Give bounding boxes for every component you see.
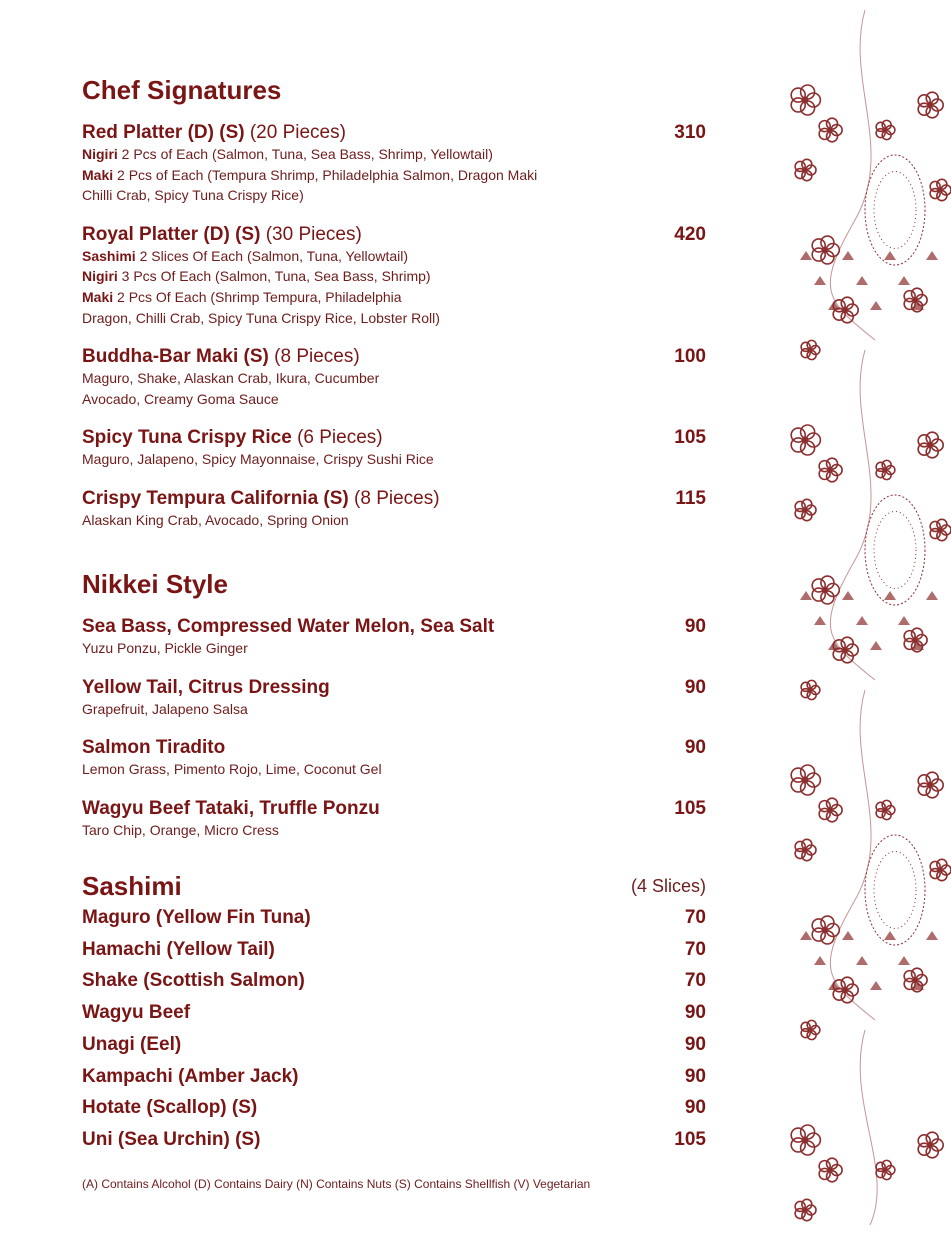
menu-item <box>82 737 706 780</box>
item-price: 420 <box>674 223 706 245</box>
item-title <box>82 224 362 246</box>
item-description-line <box>82 368 706 389</box>
menu-item <box>82 427 706 470</box>
item-price: 70 <box>684 970 706 992</box>
item-price: 90 <box>684 1097 706 1119</box>
description-label: Nigiri <box>82 268 118 285</box>
section-chef-signatures <box>82 75 706 549</box>
item-price: 105 <box>674 427 706 449</box>
description-text: 3 Pcs Of Each (Salmon, Tuna, Sea Bass, Shrimp) <box>117 268 431 285</box>
floral-lace-decoration <box>785 0 951 1242</box>
item-price: 90 <box>684 1002 706 1024</box>
item-price: 70 <box>684 938 706 960</box>
item-header <box>82 427 706 449</box>
section-title: Chef Signatures <box>82 75 282 105</box>
menu-item <box>82 677 706 720</box>
vine-line <box>860 1030 877 1225</box>
description-text: Lemon Grass, Pimento Rojo, Lime, Coconut Gel <box>82 761 382 778</box>
flower-icon <box>819 118 842 142</box>
item-header <box>82 737 706 759</box>
item-name: Maguro (Yellow Fin Tuna) <box>82 907 311 928</box>
description-text: 2 Pcs Of Each (Shrimp Tempura, Philadelphia <box>113 288 402 305</box>
vine-line <box>830 10 875 340</box>
flower-icon <box>918 432 943 458</box>
item-name: Spicy Tuna Crispy Rice <box>82 427 292 449</box>
flower-icon <box>918 92 943 118</box>
item-title <box>82 616 494 638</box>
item-portion: (6 Pieces) <box>297 427 383 449</box>
item-price: 105 <box>674 1128 706 1150</box>
leaf-icon <box>814 616 826 625</box>
item-price: 90 <box>684 676 706 698</box>
flower-icon <box>791 425 820 455</box>
item-title <box>82 737 225 759</box>
sashimi-item <box>82 965 706 997</box>
leaf-icon <box>884 591 896 600</box>
menu-item <box>82 616 706 659</box>
description-text: Grapefruit, Jalapeno Salsa <box>82 700 248 717</box>
lace-motif <box>874 852 916 929</box>
leaf-icon <box>870 641 882 650</box>
flower-icon <box>795 839 816 860</box>
leaf-icon <box>884 931 896 940</box>
description-text: Yuzu Ponzu, Pickle Ginger <box>82 640 248 656</box>
description-text: Maguro, Shake, Alaskan Crab, Ikura, Cucumber <box>82 370 380 387</box>
menu-item <box>82 122 706 206</box>
item-description-line <box>82 144 706 165</box>
item-description-line <box>82 165 706 186</box>
vine-line <box>830 350 875 680</box>
item-title <box>82 488 440 510</box>
item-name: Hotate (Scallop) (S) <box>82 1097 258 1119</box>
description-label: Nigiri <box>82 146 118 162</box>
item-name: Hamachi (Yellow Tail) <box>82 938 275 960</box>
item-description-line <box>82 287 706 308</box>
item-name: Red Platter (D) (S) <box>82 122 245 143</box>
item-price: 310 <box>674 122 706 143</box>
leaf-icon <box>856 956 868 965</box>
flower-icon <box>930 519 951 540</box>
description-text: 2 Pcs of Each (Tempura Shrimp, Philadelphia Salmon, Dragon Maki <box>113 166 538 183</box>
item-name: Kampachi (Amber Jack) <box>82 1065 299 1087</box>
leaf-icon <box>800 251 812 260</box>
leaf-icon <box>926 931 938 940</box>
leaf-icon <box>898 276 910 285</box>
sashimi-item <box>82 1124 706 1156</box>
vine-line <box>830 690 875 1020</box>
item-portion: (8 Pieces) <box>354 487 440 509</box>
leaf-icon <box>842 931 854 940</box>
allergen-legend: (A) Contains Alcohol (D) Contains Dairy (N) Contains Nuts (S) Contains Shellfish (V) Vegetarian <box>82 1177 591 1191</box>
item-price: 115 <box>675 487 706 509</box>
item-header <box>82 224 706 246</box>
leaf-icon <box>842 591 854 600</box>
item-title <box>82 798 380 820</box>
description-text: 2 Slices Of Each (Salmon, Tuna, Yellowtail) <box>135 247 409 264</box>
item-description-line <box>82 699 706 720</box>
item-name: Buddha-Bar Maki (S) <box>82 346 269 368</box>
section-sashimi <box>82 871 706 1156</box>
item-price: 90 <box>684 737 706 759</box>
item-name: Royal Platter (D) (S) <box>82 223 261 245</box>
sashimi-item <box>82 1029 706 1061</box>
item-name: Sea Bass, Compressed Water Melon, Sea Salt <box>82 616 495 637</box>
item-description-line <box>82 638 706 659</box>
leaf-icon <box>926 251 938 260</box>
flower-icon <box>801 680 820 699</box>
item-title <box>82 677 330 699</box>
flower-icon <box>930 859 951 880</box>
flower-icon <box>876 1160 895 1179</box>
item-price: 90 <box>684 1033 706 1055</box>
item-description-line <box>82 266 706 287</box>
sashimi-item <box>82 934 706 966</box>
description-label: Maki <box>82 288 114 305</box>
item-name: Wagyu Beef Tataki, Truffle Ponzu <box>82 797 380 819</box>
section-title: Nikkei Style <box>82 569 228 599</box>
item-header <box>82 677 706 699</box>
flower-icon <box>795 499 816 520</box>
section-title <box>82 871 706 901</box>
item-description-line <box>82 449 706 470</box>
portion-note: (4 Slices) <box>630 876 706 896</box>
leaf-icon <box>800 931 812 940</box>
description-label: Maki <box>82 166 114 183</box>
item-description-line <box>82 185 706 206</box>
leaf-icon <box>800 591 812 600</box>
sashimi-item <box>82 1092 706 1124</box>
item-name: Uni (Sea Urchin) (S) <box>82 1128 261 1150</box>
flower-icon <box>819 458 842 482</box>
item-name: Crispy Tempura California (S) <box>82 487 349 509</box>
description-label: Sashimi <box>82 247 136 264</box>
description-text: Avocado, Creamy Goma Sauce <box>82 390 279 407</box>
item-header <box>82 122 706 144</box>
flower-icon <box>819 1158 842 1182</box>
item-portion: (20 Pieces) <box>249 122 346 143</box>
leaf-icon <box>856 276 868 285</box>
sashimi-item <box>82 902 706 934</box>
item-description-line <box>82 246 706 267</box>
item-name: Unagi (Eel) <box>82 1033 182 1055</box>
item-description-line <box>82 759 706 780</box>
sashimi-list <box>82 902 706 1156</box>
flower-icon <box>791 765 820 795</box>
flower-icon <box>795 1199 816 1220</box>
item-description-line <box>82 308 706 329</box>
item-price: 105 <box>674 797 706 819</box>
item-price: 70 <box>684 907 706 928</box>
leaf-icon <box>814 276 826 285</box>
flower-icon <box>918 772 943 798</box>
item-price: 90 <box>684 616 706 637</box>
description-text: Taro Chip, Orange, Micro Cress <box>82 821 279 838</box>
item-description-line <box>82 389 706 410</box>
item-price: 90 <box>684 1065 706 1087</box>
flower-icon <box>876 460 895 479</box>
item-price: 100 <box>674 346 706 368</box>
item-name: Wagyu Beef <box>82 1002 191 1024</box>
flower-icon <box>795 159 816 180</box>
item-description-line <box>82 510 706 531</box>
description-text: 2 Pcs of Each (Salmon, Tuna, Sea Bass, Shrimp, Yellowtail) <box>117 146 493 162</box>
sashimi-item <box>82 1061 706 1093</box>
menu-item <box>82 224 706 328</box>
leaf-icon <box>842 251 854 260</box>
item-name: Shake (Scottish Salmon) <box>82 970 305 992</box>
item-portion: (8 Pieces) <box>274 346 360 368</box>
leaf-icon <box>870 981 882 990</box>
item-title <box>82 346 360 368</box>
flower-icon <box>819 798 842 822</box>
leaf-icon <box>926 591 938 600</box>
item-name: Yellow Tail, Citrus Dressing <box>82 676 330 698</box>
item-description-line <box>82 820 706 841</box>
description-text: Dragon, Chilli Crab, Spicy Tuna Crispy Rice, Lobster Roll) <box>82 309 440 326</box>
lace-motif <box>874 512 916 589</box>
leaf-icon <box>884 251 896 260</box>
leaf-icon <box>870 301 882 310</box>
description-text: Chilli Crab, Spicy Tuna Crispy Rice) <box>82 187 304 204</box>
flower-icon <box>876 800 895 819</box>
leaf-icon <box>898 956 910 965</box>
item-header <box>82 616 706 638</box>
item-header <box>82 488 706 510</box>
item-title <box>82 122 346 144</box>
item-name: Salmon Tiradito <box>82 737 226 759</box>
item-title <box>82 427 383 449</box>
flower-icon <box>791 1125 820 1155</box>
section-title-text: Sashimi <box>82 871 182 901</box>
flower-icon <box>930 179 951 200</box>
section-nikkei-style <box>82 569 706 858</box>
menu-item <box>82 488 706 531</box>
flower-icon <box>791 85 820 115</box>
flower-icon <box>918 1132 943 1158</box>
item-header <box>82 346 706 368</box>
menu-item <box>82 798 706 841</box>
sashimi-item <box>82 997 706 1029</box>
leaf-icon <box>814 956 826 965</box>
flower-icon <box>801 1020 820 1039</box>
leaf-icon <box>856 616 868 625</box>
menu-item <box>82 346 706 409</box>
leaf-icon <box>898 616 910 625</box>
description-text: Alaskan King Crab, Avocado, Spring Onion <box>82 511 349 528</box>
flower-icon <box>876 120 895 139</box>
lace-motif <box>874 172 916 249</box>
item-header <box>82 798 706 820</box>
flower-icon <box>801 340 820 359</box>
description-text: Maguro, Jalapeno, Spicy Mayonnaise, Crispy Sushi Rice <box>82 451 434 468</box>
item-portion: (30 Pieces) <box>265 223 362 245</box>
